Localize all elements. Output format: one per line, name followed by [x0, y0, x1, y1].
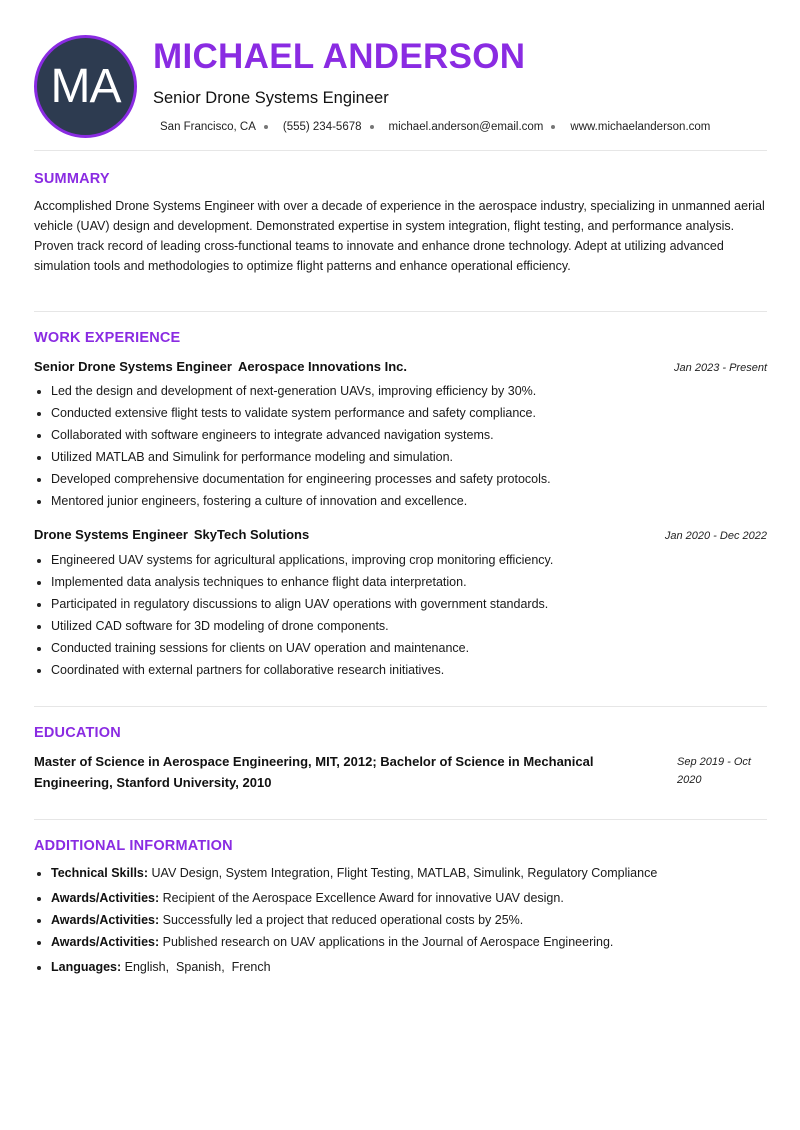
item-label: Awards/Activities:: [51, 913, 160, 927]
item-value: Published research on UAV applications in the Journal of Aerospace Engineering.: [162, 935, 614, 949]
section-divider: [34, 311, 767, 312]
list-item: Coordinated with external partners for collaborative research initiatives.: [34, 659, 774, 681]
list-item: Utilized MATLAB and Simulink for performance modeling and simulation.: [34, 446, 774, 468]
list-item: [34, 909, 774, 931]
education-dates: Sep 2019 - Oct 2020: [677, 756, 751, 786]
bullet-separator-icon: [264, 125, 268, 129]
item-label: Languages:: [51, 960, 122, 974]
section-title-summary: SUMMARY: [34, 171, 110, 187]
list-item: [34, 862, 774, 884]
job-bullets: [34, 549, 774, 681]
contact-location: San Francisco, CA: [160, 121, 256, 133]
list-item: [34, 931, 774, 953]
avatar: [34, 35, 137, 138]
contact-email[interactable]: michael.anderson@email.com: [388, 121, 544, 133]
header-divider: [34, 150, 767, 151]
education-entry: [34, 751, 767, 793]
candidate-name: MICHAEL ANDERSON: [153, 37, 526, 76]
education-degree: Master of Science in Aerospace Engineering, MIT, 2012; Bachelor of Science in Mechanical Engineering, Stanford University, 2010: [34, 754, 594, 790]
job-dates: Jan 2023 - Present: [674, 362, 767, 374]
job-company: SkyTech Solutions: [193, 527, 310, 542]
item-label: Awards/Activities:: [51, 935, 160, 949]
job-role: Drone Systems Engineer: [34, 527, 188, 542]
section-title-experience: WORK EXPERIENCE: [34, 330, 181, 346]
job-dates: Jan 2020 - Dec 2022: [664, 530, 767, 542]
list-item: Utilized CAD software for 3D modeling of drone components.: [34, 615, 774, 637]
section-divider: [34, 819, 767, 820]
summary-text: Accomplished Drone Systems Engineer with over a decade of experience in the aerospace industry, specializing in unmanned aerial vehicle (UAV) design and development. Demonstrated expertise in system integration, flight testing, and performance analysis. Proven track record of leading cross-functional teams to innovate and enhance drone technology. Adept at utilizing advanced simulation tools and methodologies to optimize flight patterns and enhance operational efficiency.: [34, 199, 765, 273]
job-company: Aerospace Innovations Inc.: [237, 359, 407, 374]
list-item: Engineered UAV systems for agricultural applications, improving crop monitoring efficiency.: [34, 549, 774, 571]
list-item: Mentored junior engineers, fostering a culture of innovation and excellence.: [34, 490, 774, 512]
section-divider: [34, 706, 767, 707]
list-item: [34, 887, 774, 909]
item-value: English, Spanish, French: [124, 960, 271, 974]
avatar-initials: MA: [50, 60, 121, 113]
list-item: [34, 956, 774, 978]
section-title-additional: ADDITIONAL INFORMATION: [34, 838, 233, 854]
item-label: Technical Skills:: [51, 866, 149, 880]
job-role-company: [34, 527, 309, 542]
item-value: Recipient of the Aerospace Excellence Award for innovative UAV design.: [162, 891, 564, 905]
list-item: Collaborated with software engineers to integrate advanced navigation systems.: [34, 424, 774, 446]
contact-website[interactable]: www.michaelanderson.com: [570, 121, 711, 133]
list-item: Participated in regulatory discussions to align UAV operations with government standards.: [34, 593, 774, 615]
candidate-title: Senior Drone Systems Engineer: [153, 89, 389, 107]
bullet-separator-icon: [370, 125, 374, 129]
item-label: Awards/Activities:: [51, 891, 160, 905]
job-role: Senior Drone Systems Engineer: [34, 359, 232, 374]
job-header: [34, 359, 767, 374]
list-item: Conducted training sessions for clients on UAV operation and maintenance.: [34, 637, 774, 659]
bullet-separator-icon: [551, 125, 555, 129]
list-item: Conducted extensive flight tests to validate system performance and safety compliance.: [34, 402, 774, 424]
item-value: Successfully led a project that reduced operational costs by 25%.: [162, 913, 524, 927]
additional-list: [34, 862, 774, 978]
list-item: Developed comprehensive documentation for engineering processes and safety protocols.: [34, 468, 774, 490]
job-header: [34, 527, 767, 542]
job-bullets: [34, 380, 774, 512]
list-item: Led the design and development of next-generation UAVs, improving efficiency by 30%.: [34, 380, 774, 402]
contact-info: [160, 121, 710, 133]
item-value: UAV Design, System Integration, Flight Testing, MATLAB, Simulink, Regulatory Compliance: [151, 866, 658, 880]
contact-phone: (555) 234-5678: [282, 121, 362, 133]
section-title-education: EDUCATION: [34, 725, 121, 741]
list-item: Implemented data analysis techniques to enhance flight data interpretation.: [34, 571, 774, 593]
job-role-company: [34, 359, 407, 374]
